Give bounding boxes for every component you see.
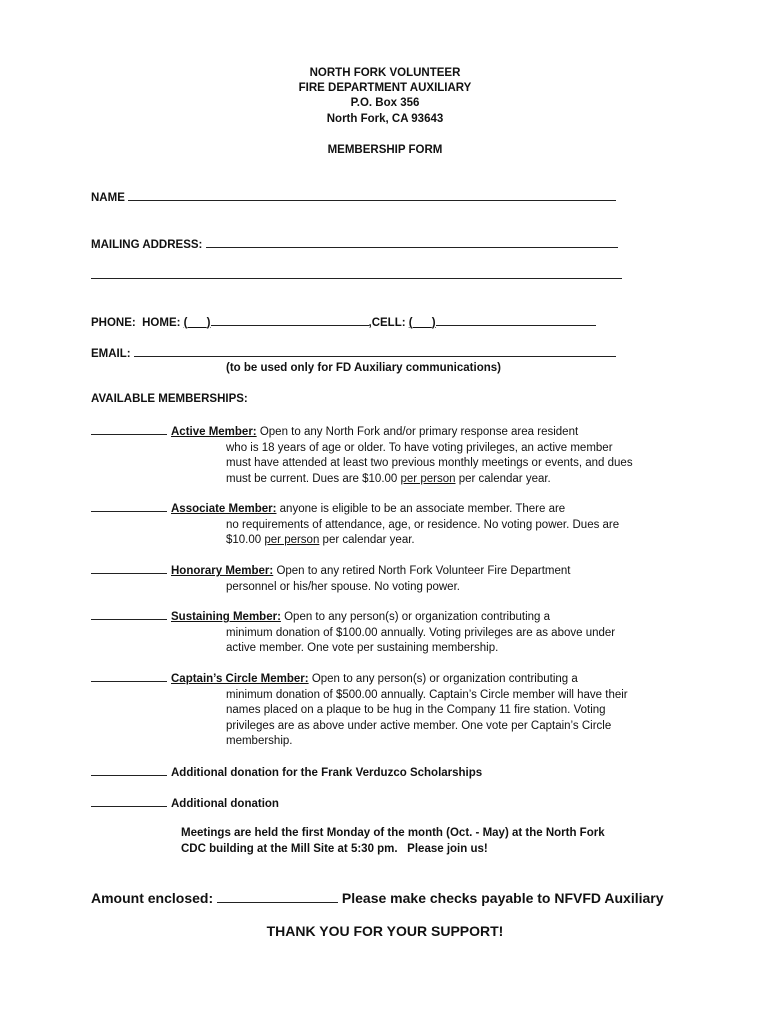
- honorary-member-desc-2: personnel or his/her spouse. No voting power.: [226, 580, 460, 593]
- captains-circle-member-name: Captain’s Circle Member:: [171, 673, 309, 685]
- thank-you-message: THANK YOU FOR YOUR SUPPORT!: [266, 923, 504, 939]
- sustaining-member-desc-2: minimum donation of $100.00 annually. Voting privileges are as above under active member. One vote per sustaining membership.: [226, 626, 616, 655]
- scholarship-donation-label: Additional donation for the Frank Verduzco Scholarships: [171, 767, 483, 779]
- name-row: [91, 189, 616, 206]
- email-note: (to be used only for FD Auxiliary communications): [226, 362, 501, 374]
- associate-member-name: Associate Member:: [171, 503, 277, 515]
- mailing-address-row: [91, 236, 618, 253]
- associate-member-desc-2: no requirements of attendance, age, or residence. No voting power. Dues are $10.00: [226, 518, 620, 547]
- name-field[interactable]: [128, 189, 616, 201]
- active-member-checkbox-line[interactable]: [91, 423, 167, 435]
- honorary-member-name: Honorary Member:: [171, 565, 274, 577]
- mailing-address-field-2[interactable]: [91, 267, 622, 279]
- form-title: MEMBERSHIP FORM: [327, 144, 443, 156]
- associate-member-checkbox-line[interactable]: [91, 500, 167, 512]
- sustaining-member-desc-1: Open to any person(s) or organization contributing a: [280, 611, 551, 623]
- active-member-desc-3: per calendar year.: [455, 472, 551, 485]
- payable-note: Please make checks payable to NFVFD Auxiliary: [341, 890, 664, 906]
- org-name-line1: NORTH FORK VOLUNTEER: [309, 67, 461, 79]
- captains-circle-checkbox-line[interactable]: [91, 670, 167, 682]
- honorary-member-desc-1: Open to any retired North Fork Volunteer Fire Department: [273, 565, 571, 577]
- email-row: [91, 345, 616, 362]
- mailing-address-label: MAILING ADDRESS:: [91, 239, 203, 251]
- email-label: EMAIL:: [91, 348, 131, 360]
- home-area-code-field[interactable]: ( ): [183, 317, 211, 329]
- general-donation-line[interactable]: [91, 795, 167, 807]
- captains-circle-desc-1: Open to any person(s) or organization contributing a: [308, 673, 578, 685]
- home-phone-field[interactable]: [211, 314, 369, 326]
- associate-member-desc-3: per calendar year.: [319, 534, 415, 547]
- org-name-line2: FIRE DEPARTMENT AUXILIARY: [298, 82, 472, 94]
- mailing-address-row-2: [91, 267, 622, 284]
- city-state-zip: North Fork, CA 93643: [326, 113, 444, 125]
- membership-associate: [91, 500, 691, 549]
- scholarship-donation-line[interactable]: [91, 764, 167, 776]
- membership-sustaining: [91, 608, 691, 657]
- po-box: P.O. Box 356: [350, 97, 420, 109]
- donation-general: [91, 795, 691, 813]
- mailing-address-field[interactable]: [206, 236, 618, 248]
- amount-enclosed-label: Amount enclosed:: [91, 890, 214, 906]
- donation-scholarship: [91, 764, 691, 782]
- amount-enclosed-row: [91, 889, 664, 907]
- amount-enclosed-field[interactable]: [217, 889, 338, 903]
- name-label: NAME: [91, 192, 125, 204]
- captains-circle-desc-2: minimum donation of $500.00 annually. Captain’s Circle member will have their names placed on a plaque to be hug in the Company 11 fire station. Voting privileges are as above under active member. One vote per Captain’s Circle membership.: [226, 688, 628, 748]
- meetings-line-1: Meetings are held the first Monday of the month (Oct. - May) at the North Fork: [181, 827, 605, 839]
- memberships-heading: AVAILABLE MEMBERSHIPS:: [91, 393, 248, 405]
- sustaining-member-checkbox-line[interactable]: [91, 608, 167, 620]
- associate-member-per-person: per person: [264, 534, 320, 547]
- cell-area-code-field[interactable]: ( ): [408, 317, 436, 329]
- membership-honorary: [91, 562, 691, 595]
- meetings-line-2: CDC building at the Mill Site at 5:30 pm. Please join us!: [181, 843, 488, 855]
- email-field[interactable]: [134, 345, 616, 357]
- cell-label: ,CELL:: [368, 317, 406, 329]
- phone-home-label: PHONE: HOME:: [91, 317, 181, 329]
- phone-row: [91, 314, 596, 331]
- membership-captains-circle: [91, 670, 691, 750]
- active-member-per-person: per person: [400, 472, 456, 485]
- cell-phone-field[interactable]: [436, 314, 596, 326]
- honorary-member-checkbox-line[interactable]: [91, 562, 167, 574]
- membership-active: [91, 423, 691, 487]
- general-donation-label: Additional donation: [171, 798, 279, 810]
- active-member-name: Active Member:: [171, 426, 257, 438]
- active-member-desc-1: Open to any North Fork and/or primary response area resident: [256, 426, 579, 438]
- sustaining-member-name: Sustaining Member:: [171, 611, 281, 623]
- active-member-desc-2: who is 18 years of age or older. To have voting privileges, an active member must have attended at least two previous monthly meetings or events, and dues must be current. Dues are $10.00: [226, 441, 633, 485]
- associate-member-desc-1: anyone is eligible to be an associate member. There are: [276, 503, 566, 515]
